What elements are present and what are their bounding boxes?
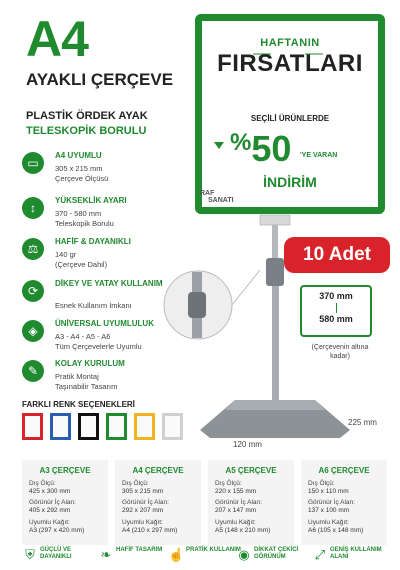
hand-icon: ☝ (168, 547, 185, 562)
feature-title: YÜKSEKLİK AYARI (55, 196, 127, 205)
pole-clamp (266, 258, 284, 286)
brand-logo: RAF SANATI (200, 190, 234, 204)
height-max: 580 mm (319, 313, 353, 324)
spec-card-a6: A6 ÇERÇEVE Dış Ölçü: 150 x 110 mm Görünür İç Alan: 137 x 100 mm Uyumlu Kağıt: A6 (105 x 148 mm) (301, 460, 387, 545)
product-line-2: TELESKOPİK BORULU (26, 125, 147, 137)
feature-desc: A3 - A4 - A5 - A6 (55, 332, 111, 341)
poster-line-3: SEÇİLİ ÜRÜNLERDE (250, 114, 330, 123)
weight-icon: ⚖ (22, 238, 44, 260)
height-min: 370 mm (319, 291, 353, 301)
feature-title: A4 UYUMLU (55, 151, 102, 160)
shield-icon: ⛨ (25, 547, 35, 562)
feature-desc: Tüm Çerçevelerle Uyumlu (55, 342, 142, 351)
color-swatch-green[interactable] (106, 413, 127, 440)
poster-headline: FIRSATLARI (217, 50, 363, 77)
feature-orientation (22, 280, 182, 320)
width-dimension: 120 mm (233, 440, 262, 449)
benefit-eye-catching: ◉ DİKKAT ÇEKİCİ GÖRÜNÜM (236, 545, 316, 569)
benefit-practical: ☝ PRATİK KULLANIM (168, 547, 241, 562)
benefit-wide-use: ⤢ GENİŞ KULLANIM ALANI (312, 545, 392, 569)
feature-desc: Teleskopik Borulu (55, 219, 114, 228)
poster-discount: İNDİRİM (263, 174, 317, 190)
product-subtitle: AYAKLI ÇERÇEVE (26, 70, 174, 89)
leaf-icon: ❧ (100, 547, 112, 562)
rotate-icon: ⟳ (22, 280, 44, 302)
color-options-title: FARKLI RENK SEÇENEKLERİ (22, 400, 135, 409)
feature-desc: Pratik Montaj (55, 372, 99, 381)
feature-desc: (Çerçeve Dahil) (55, 260, 108, 269)
benefit-light: ❧ HAFİF TASARIM (98, 545, 178, 569)
wrench-icon: ✎ (22, 360, 44, 382)
height-arrows-icon: ↕ (22, 197, 44, 219)
feature-title: KOLAY KURULUM (55, 359, 125, 368)
feature-desc: Çerçeve Ölçüsü (55, 174, 109, 183)
spec-card-a4: A4 ÇERÇEVE Dış Ölçü: 305 x 215 mm Görünür İç Alan: 292 x 207 mm Uyumlu Kağıt: A4 (210 x 297 mm) (115, 460, 201, 545)
product-line-1: PLASTİK ÖRDEK AYAK (26, 110, 148, 122)
spec-card-a5: A5 ÇERÇEVE Dış Ölçü: 220 x 155 mm Görünür İç Alan: 207 x 147 mm Uyumlu Kağıt: A5 (148 x 210 mm) (208, 460, 294, 545)
depth-dimension: 225 mm (348, 418, 377, 427)
frame-clip (260, 215, 290, 225)
color-swatch-silver[interactable] (162, 413, 183, 440)
feature-universal (22, 320, 182, 360)
feature-a4 (22, 152, 182, 192)
a4-sheet-icon: ▭ (22, 152, 44, 174)
poster-suffix: 'YE VARAN (300, 152, 338, 159)
triangle-icon (214, 142, 224, 149)
color-swatch-blue[interactable] (50, 413, 71, 440)
zoom-clamp (188, 292, 206, 318)
feature-height (22, 197, 182, 237)
feature-weight (22, 238, 182, 278)
feature-install (22, 360, 182, 400)
feature-title: ÜNİVERSAL UYUMLULUK (55, 319, 154, 328)
feature-desc: 305 x 215 mm (55, 164, 103, 173)
quantity-badge: 10 Adet (284, 237, 390, 273)
feature-title: DİKEY VE YATAY KULLANIM (55, 279, 163, 288)
eye-icon: ◉ (238, 547, 250, 562)
feature-desc: Esnek Kullanım İmkanı (55, 301, 132, 310)
expand-icon: ⤢ (314, 547, 326, 562)
feature-desc: 370 - 580 mm (55, 209, 102, 218)
color-swatch-black[interactable] (78, 413, 99, 440)
spec-card-a3: A3 ÇERÇEVE Dış Ölçü: 425 x 300 mm Görünür İç Alan: 405 x 292 mm Uyumlu Kağıt: A3 (297 x 420 mm) (22, 460, 108, 545)
color-swatch-yellow[interactable] (134, 413, 155, 440)
poster-line-1: HAFTANIN (260, 37, 320, 49)
product-title: A4 (26, 11, 88, 67)
feature-desc: Taşınabilir Tasarım (55, 382, 118, 391)
height-note: (Çerçevenin altına kadar) (311, 344, 369, 361)
poster-percent: %50 (230, 128, 292, 169)
height-range-box (300, 285, 372, 337)
feature-desc: 140 gr (55, 250, 77, 259)
layers-icon: ◈ (22, 320, 44, 342)
benefit-durable: ⛨ GÜÇLÜ VE DAYANIKLI (22, 545, 102, 569)
color-swatch-red[interactable] (22, 413, 43, 440)
feature-title: HAFİF & DAYANIKLI (55, 237, 131, 246)
